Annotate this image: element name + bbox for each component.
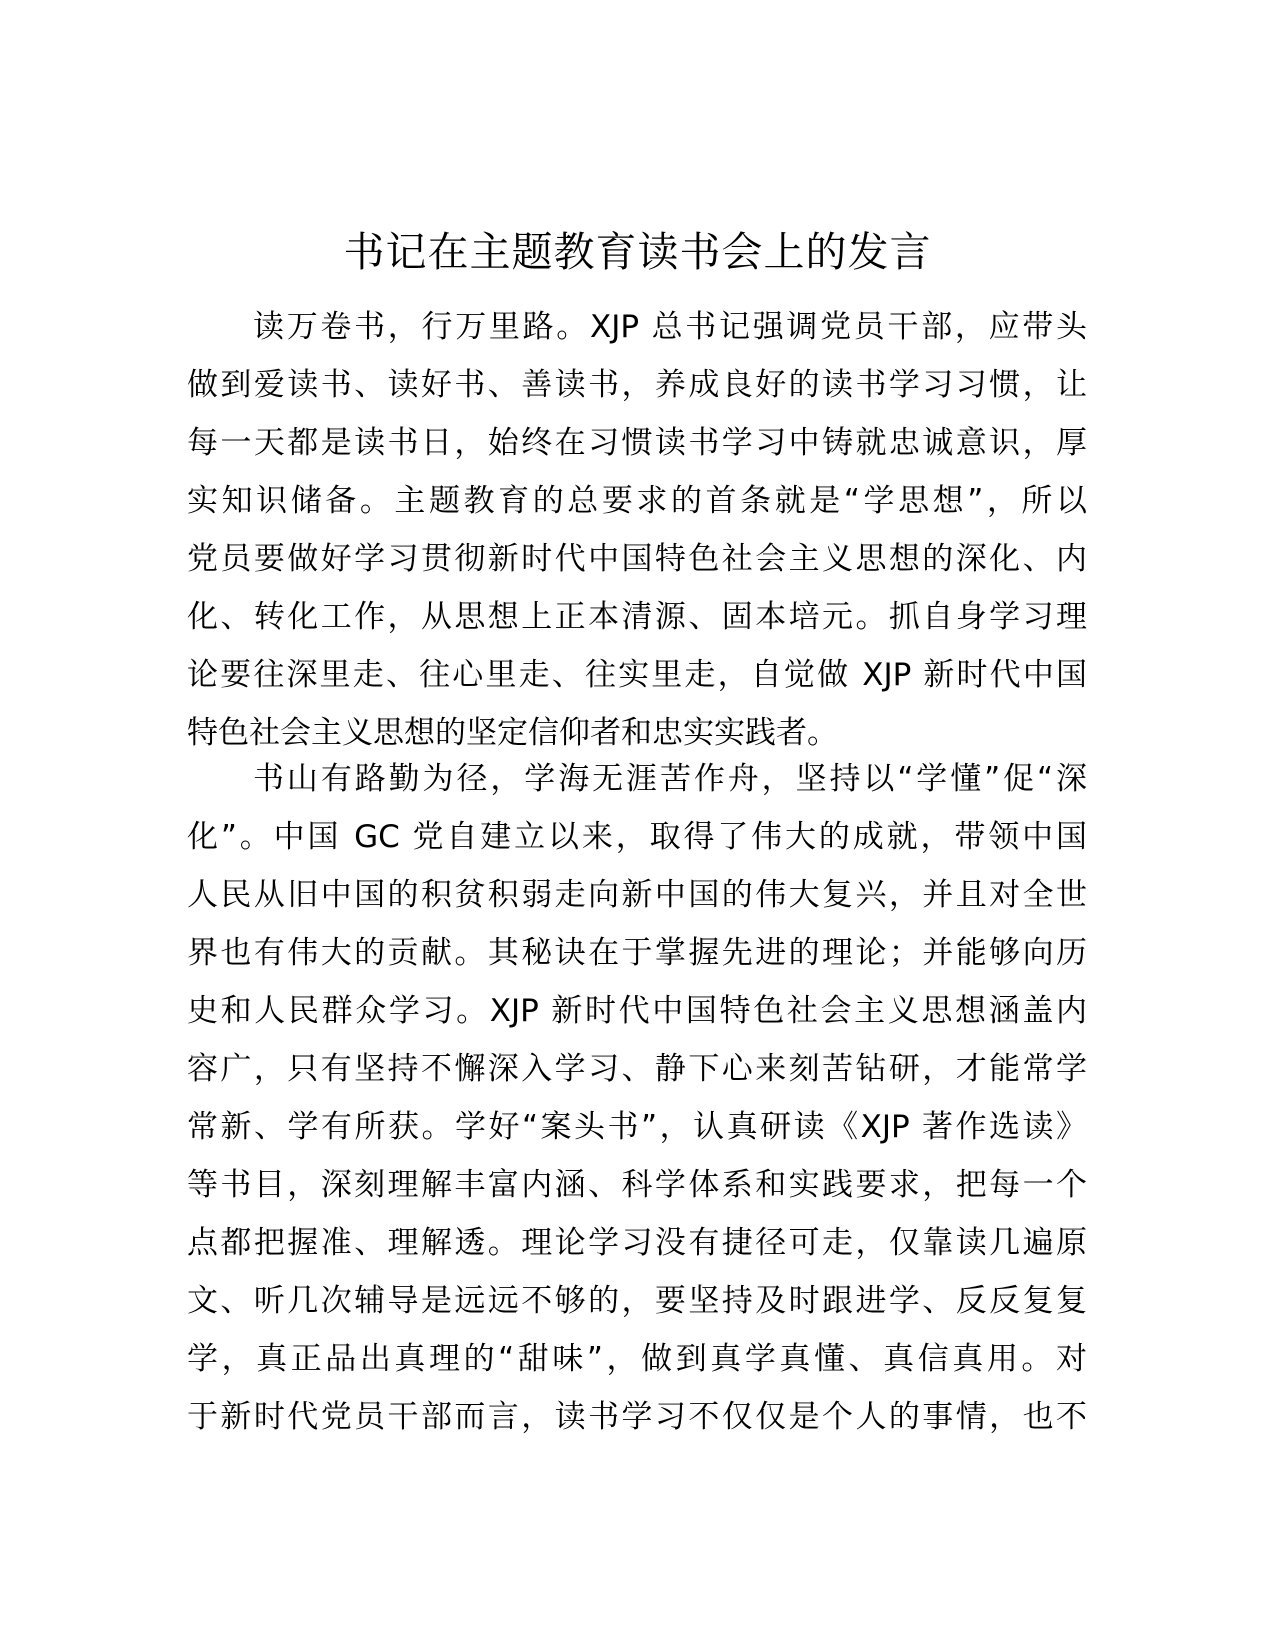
paragraph-line: 等书目，深刻理解丰富内涵、科学体系和实践要求，把每一个 [187,1167,1087,1203]
paragraph-line: 学，真正品出真理的“甜味”，做到真学真懂、真信真用。对 [187,1341,1087,1377]
paragraph-line: 常新、学有所获。学好“案头书”，认真研读《XJP 著作选读》 [187,1109,1087,1145]
paragraph-line: 于新时代党员干部而言，读书学习不仅仅是个人的事情，也不 [187,1399,1087,1435]
paragraph-line: 特色社会主义思想的坚定信仰者和忠实实践者。 [187,715,838,751]
paragraph-line: 做到爱读书、读好书、善读书，养成良好的读书学习习惯，让 [187,367,1087,403]
document-title: 书记在主题教育读书会上的发言 [343,228,932,276]
paragraph-line: 化”。中国 GC 党自建立以来，取得了伟大的成就，带领中国 [187,819,1087,855]
paragraph-line: 每一天都是读书日，始终在习惯读书学习中铸就忠诚意识，厚 [187,425,1087,461]
paragraph-line: 读万卷书，行万里路。XJP 总书记强调党员干部，应带头 [253,309,1087,345]
paragraph-line: 实知识储备。主题教育的总要求的首条就是“学思想”，所以 [187,483,1087,519]
paragraph-line: 书山有路勤为径，学海无涯苦作舟，坚持以“学懂”促“深 [253,761,1087,797]
paragraph-line: 史和人民群众学习。XJP 新时代中国特色社会主义思想涵盖内 [187,993,1087,1029]
paragraph-2 [187,750,1087,1446]
paragraph-line: 容广，只有坚持不懈深入学习、静下心来刻苦钻研，才能常学 [187,1051,1087,1087]
paragraph-line: 点都把握准、理解透。理论学习没有捷径可走，仅靠读几遍原 [187,1225,1087,1261]
paragraph-line: 界也有伟大的贡献。其秘诀在于掌握先进的理论；并能够向历 [187,935,1087,971]
paragraph-line: 党员要做好学习贯彻新时代中国特色社会主义思想的深化、内 [187,541,1087,577]
paragraph-line: 人民从旧中国的积贫积弱走向新中国的伟大复兴，并且对全世 [187,877,1087,913]
paragraph-line: 论要往深里走、往心里走、往实里走，自觉做 XJP 新时代中国 [187,657,1087,693]
paragraph-1 [187,298,1087,762]
paragraph-line: 化、转化工作，从思想上正本清源、固本培元。抓自身学习理 [187,599,1087,635]
paragraph-line: 文、听几次辅导是远远不够的，要坚持及时跟进学、反反复复 [187,1283,1087,1319]
